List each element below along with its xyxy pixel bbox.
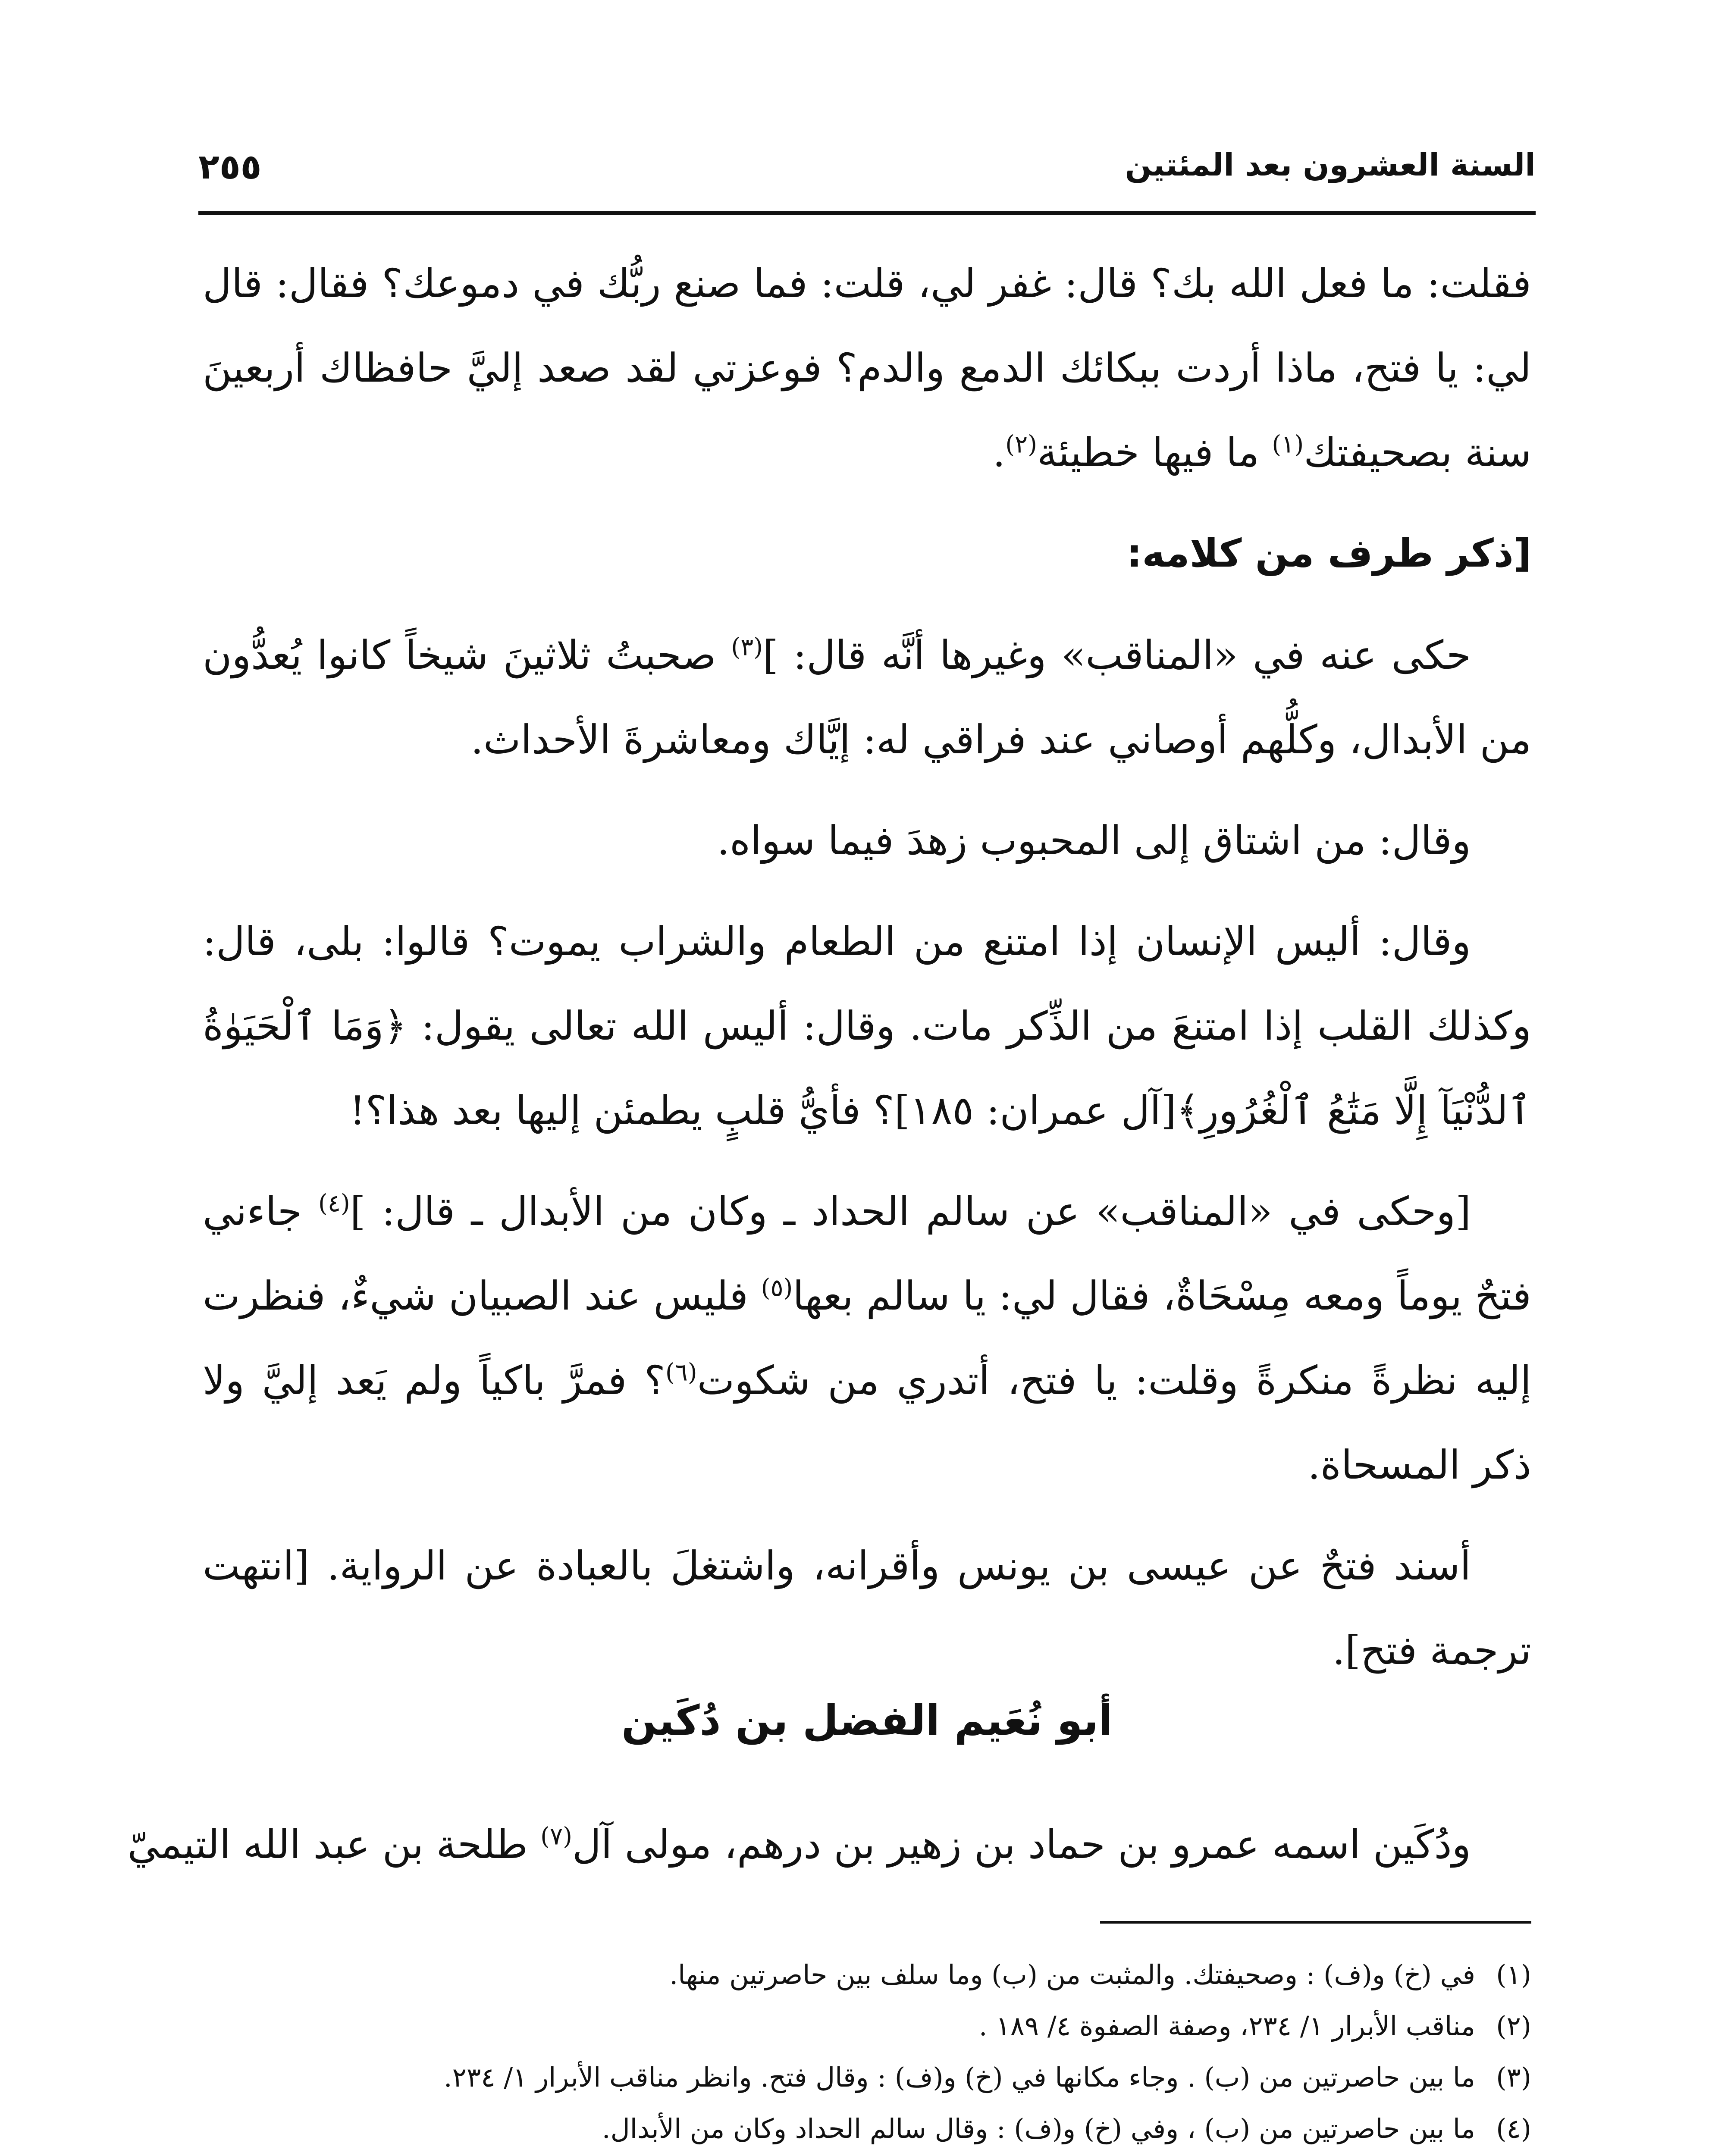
biography-heading: أبو نُعَيم الفضل بن دُكَين <box>621 1696 1113 1745</box>
paragraph-text: حكى عنه في «المناقب» وغيرها أنَّه قال: ] <box>763 632 1471 678</box>
header-rule <box>198 211 1536 215</box>
paragraph-text: جاءني فتحٌ يوماً ومعه مِسْحَاةٌ، فقال لي: يا سالم بعها <box>203 1188 1531 1319</box>
footnote-number <box>1475 2154 1531 2156</box>
paragraph-text: ما فيها خطيئة <box>1037 429 1272 476</box>
paragraph-dream <box>203 241 1531 495</box>
paragraph-longing: وقال: من اشتاق إلى المحبوب زهدَ فيما سواه. <box>717 818 1471 864</box>
footnote <box>203 2154 1531 2156</box>
footnote-number: (٣) <box>1496 2062 1531 2093</box>
paragraph-text: طلحة بن عبد الله التيميّ <box>127 1821 541 1868</box>
paragraph-text: فليس عند الصبيان شيءٌ، فنظرت إليه نظرةً منكرةً وقلت: يا فتح، أتدري من شكوت <box>203 1273 1532 1404</box>
paragraph-text: فقلت: ما فعل الله بك؟ قال: غفر لي، قلت: فما صنع ربُّك في دموعك؟ فقال: قال لي: يا فتح، ماذا أردت ببكائك الدمع والدم؟ فوعزتي لقد صعد إليَّ حافظاك أربعينَ سنة بصحيفتك <box>203 260 1531 476</box>
main-text <box>203 241 1531 1709</box>
paragraph-salim <box>203 1169 1531 1507</box>
footnote-ref: (٣) <box>731 633 763 661</box>
footnote-number: (٢) <box>1496 2010 1531 2042</box>
page-number: ٢٥٥ <box>198 147 262 187</box>
footnote <box>203 2000 1531 2052</box>
footnote-ref: (٦) <box>665 1358 697 1387</box>
paragraph-text: ؟ فمرَّ باكياً ولم يَعد إليَّ ولا ذكر المسحاة. <box>203 1357 1531 1488</box>
biography-first-line <box>127 1802 1531 1887</box>
footnote-text: ما بين حاصرتين من (ب) ، وفي (خ) و(ف) : وقال سالم الحداد وكان من الأبدال. <box>602 2113 1475 2144</box>
paragraph-text: . <box>992 429 1006 476</box>
paragraph-heart: وقال: أليس الإنسان إذا امتنع من الطعام والشراب يموت؟ قالوا: بلى، قال: وكذلك القلب إذا امتنعَ من الذِّكر مات. وقال: أليس الله تعالى يقول: ﴿وَمَا ٱلْحَيَوٰةُ ٱلدُّنْيَآ إِلَّا مَتَٰعُ ٱلْغُرُورِ﴾[آل عمران: ١٨٥]؟ فأيُّ قلبٍ يطمئن إليها بعد هذا؟! <box>203 918 1531 1134</box>
paragraph-text: صحبتُ ثلاثينَ شيخاً كانوا يُعدُّون من الأبدال، وكلُّهم أوصاني عند فراقي له: إيَّاك ومعاشرةَ الأحداث. <box>203 632 1531 763</box>
footnote-ref: (٢) <box>1005 430 1037 459</box>
page-header <box>198 142 1536 198</box>
paragraph-text: [وحكى في «المناقب» عن سالم الحداد ـ وكان من الأبدال ـ قال: ] <box>350 1188 1471 1235</box>
footnote-number: (١) <box>1496 1959 1531 1990</box>
footnote-rule <box>1100 1921 1531 1924</box>
footnote-ref: (٤) <box>318 1189 350 1218</box>
footnote <box>203 1949 1531 2000</box>
section-heading: [ذكر طرف من كلامه: <box>1126 531 1531 576</box>
footnotes <box>203 1949 1531 2156</box>
footnote <box>203 2052 1531 2103</box>
footnote-text: في (خ) و(ف) : وصحيفتك. والمثبت من (ب) وما سلف بين حاصرتين منها. <box>669 1959 1475 1990</box>
running-title: السنة العشرون بعد المئتين <box>1125 147 1536 183</box>
footnote-number: (٤) <box>1496 2113 1531 2144</box>
paragraph-sayings <box>203 613 1531 782</box>
paragraph-isnad: أسند فتحٌ عن عيسى بن يونس وأقرانه، واشتغلَ بالعبادة عن الرواية. [انتهت ترجمة فتح]. <box>203 1543 1531 1673</box>
footnote <box>203 2103 1531 2154</box>
footnote-text: مناقب الأبرار ١/ ٢٣٤، وصفة الصفوة ٤/ ١٨٩ . <box>978 2010 1475 2042</box>
footnote-ref: (٧) <box>540 1822 572 1851</box>
footnote-ref: (١) <box>1272 430 1304 459</box>
paragraph-text: ودُكَين اسمه عمرو بن حماد بن زهير بن درهم، مولى آل <box>572 1821 1471 1868</box>
footnote-ref: (٥) <box>761 1274 793 1302</box>
footnote-text: ما بين حاصرتين من (ب) . وجاء مكانها في (خ) و(ف) : وقال فتح. وانظر مناقب الأبرار ١/ ٢٣٤. <box>443 2062 1475 2093</box>
